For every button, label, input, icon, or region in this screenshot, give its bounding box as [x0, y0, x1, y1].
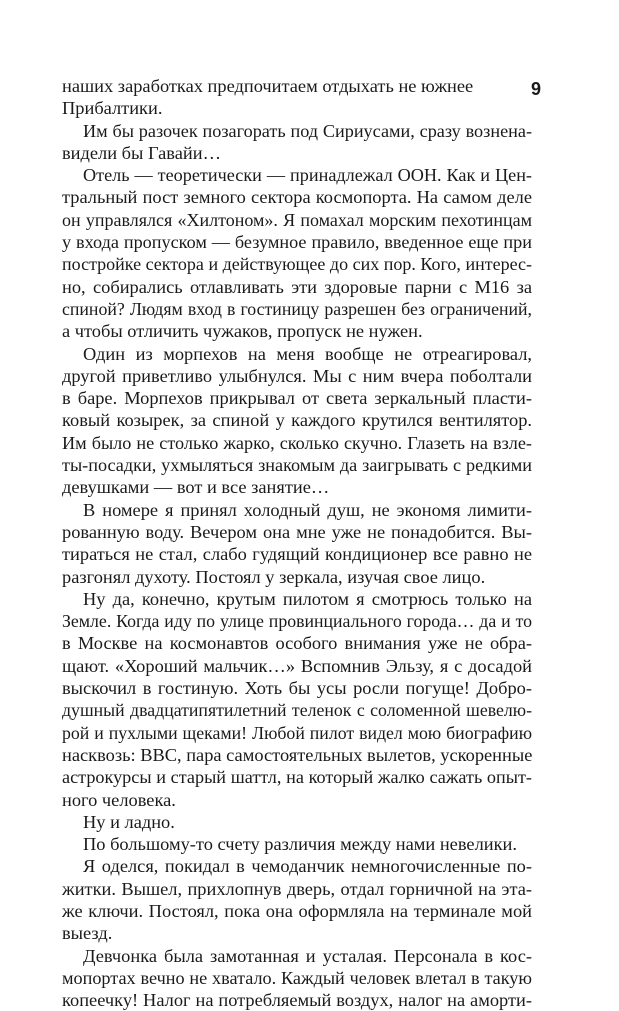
text-line: видели бы Гавайи…: [62, 142, 221, 163]
text-line: тральный пост земного сектора космопорта. На самом деле: [62, 187, 532, 208]
text-line: мопортах вечно не хватало. Каждый человек влетал в такую: [62, 967, 532, 988]
text-line: рованную воду. Вечером она мне уже не понадобится. Вы-: [62, 521, 532, 542]
text-line: житки. Вышел, прихлопнув дверь, отдал горничной на эта-: [62, 878, 532, 899]
text-line: же ключи. Постоял, пока она оформляла на терминале мой: [62, 900, 532, 921]
text-line: в Москве на космонавтов особого внимания уже не обра-: [62, 633, 532, 654]
text-line: выскочил в гостиную. Хоть бы усы росли погуще! Добро-: [62, 678, 532, 699]
text-line: постройке сектора и действующее до сих пор. Кого, интерес-: [62, 254, 532, 275]
page-number: 9: [530, 79, 541, 99]
text-line: Ну да, конечно, крутым пилотом я смотрюсь только на: [83, 588, 532, 609]
text-line: спиной? Людям вход в гостиницу разрешен без ограничений,: [62, 298, 532, 319]
text-line: Я оделся, покидал в чемоданчик немногочисленные по-: [83, 856, 532, 877]
text-line: тираться не стал, слабо гудящий кондиционер все равно не: [62, 544, 532, 565]
paragraph: [62, 833, 532, 855]
text-line: В номере я принял холодный душ, не экономя лимити-: [83, 499, 532, 520]
text-line: Им бы разочек позагорать под Сириусами, сразу вознена-: [83, 120, 532, 141]
paragraph: [62, 499, 532, 588]
text-line: ты-посадки, ухмыляться знакомым да заигрывать с редкими: [62, 455, 532, 476]
paragraph: [62, 811, 532, 833]
text-line: насквозь: ВВС, пара самостоятельных вылетов, ускоренные: [62, 744, 533, 765]
paragraph: [62, 588, 532, 811]
text-line: у входа пропуском — безумное правило, введенное еще при: [62, 232, 532, 253]
paragraph: [62, 945, 532, 1011]
text-line: ковый козырек, за спиной у каждого крутился вентилятор.: [62, 410, 532, 431]
body-text: [62, 75, 532, 1011]
paragraph: [62, 343, 532, 499]
text-line: Отель — теоретически — принадлежал ООН. Как и Цен-: [83, 165, 532, 186]
text-line: По большому-то счету различия между нами невелики.: [83, 834, 517, 855]
text-line: Один из морпехов на меня вообще не отреагировал,: [83, 343, 532, 364]
text-line: Им было не столько жарко, сколько скучно. Глазеть на взле-: [62, 432, 532, 453]
text-line: душный двадцатипятилетний теленок с соломенной шевелю-: [62, 700, 532, 721]
text-line: Ну и ладно.: [83, 811, 175, 832]
paragraph: [62, 164, 532, 342]
text-line: Девчонка была замотанная и усталая. Персонала в кос-: [83, 945, 532, 966]
text-line: астрокурсы и старый шаттл, на который жалко сажать опыт-: [62, 767, 532, 788]
text-line: ного человека.: [62, 789, 176, 810]
text-line: Прибалтики.: [62, 98, 163, 119]
text-line: а чтобы отличить чужаков, пропуск не нужен.: [62, 321, 423, 342]
text-line: он управлялся «Хилтоном». Я помахал морским пехотинцам: [62, 209, 532, 230]
text-line: рой и пухлыми щеками! Любой пилот видел мою биографию: [62, 722, 532, 743]
text-line: девушками — вот и все занятие…: [62, 477, 330, 498]
text-line: щают. «Хороший мальчик…» Вспомнив Эльзу, я с досадой: [62, 655, 532, 676]
text-line: Земле. Когда иду по улице провинциального города… да и то: [62, 611, 532, 632]
paragraph: [62, 75, 532, 120]
text-line: в баре. Морпехов прикрывал от света зеркальный пласти-: [62, 388, 532, 409]
paragraph: [62, 120, 532, 165]
text-line: другой приветливо улыбнулся. Мы с ним вчера поболтали: [62, 365, 532, 386]
text-line: наших заработках предпочитаем отдыхать не южнее: [62, 76, 474, 96]
text-line: выезд.: [62, 923, 113, 944]
paragraph: [62, 855, 532, 944]
text-line: разгонял духоту. Постоял у зеркала, изучая свое лицо.: [62, 566, 486, 587]
text-line: копеечку! Налог на потребляемый воздух, налог на аморти-: [62, 990, 532, 1011]
text-line: но, собирались отлавливать эти здоровые парни с М16 за: [62, 276, 532, 297]
